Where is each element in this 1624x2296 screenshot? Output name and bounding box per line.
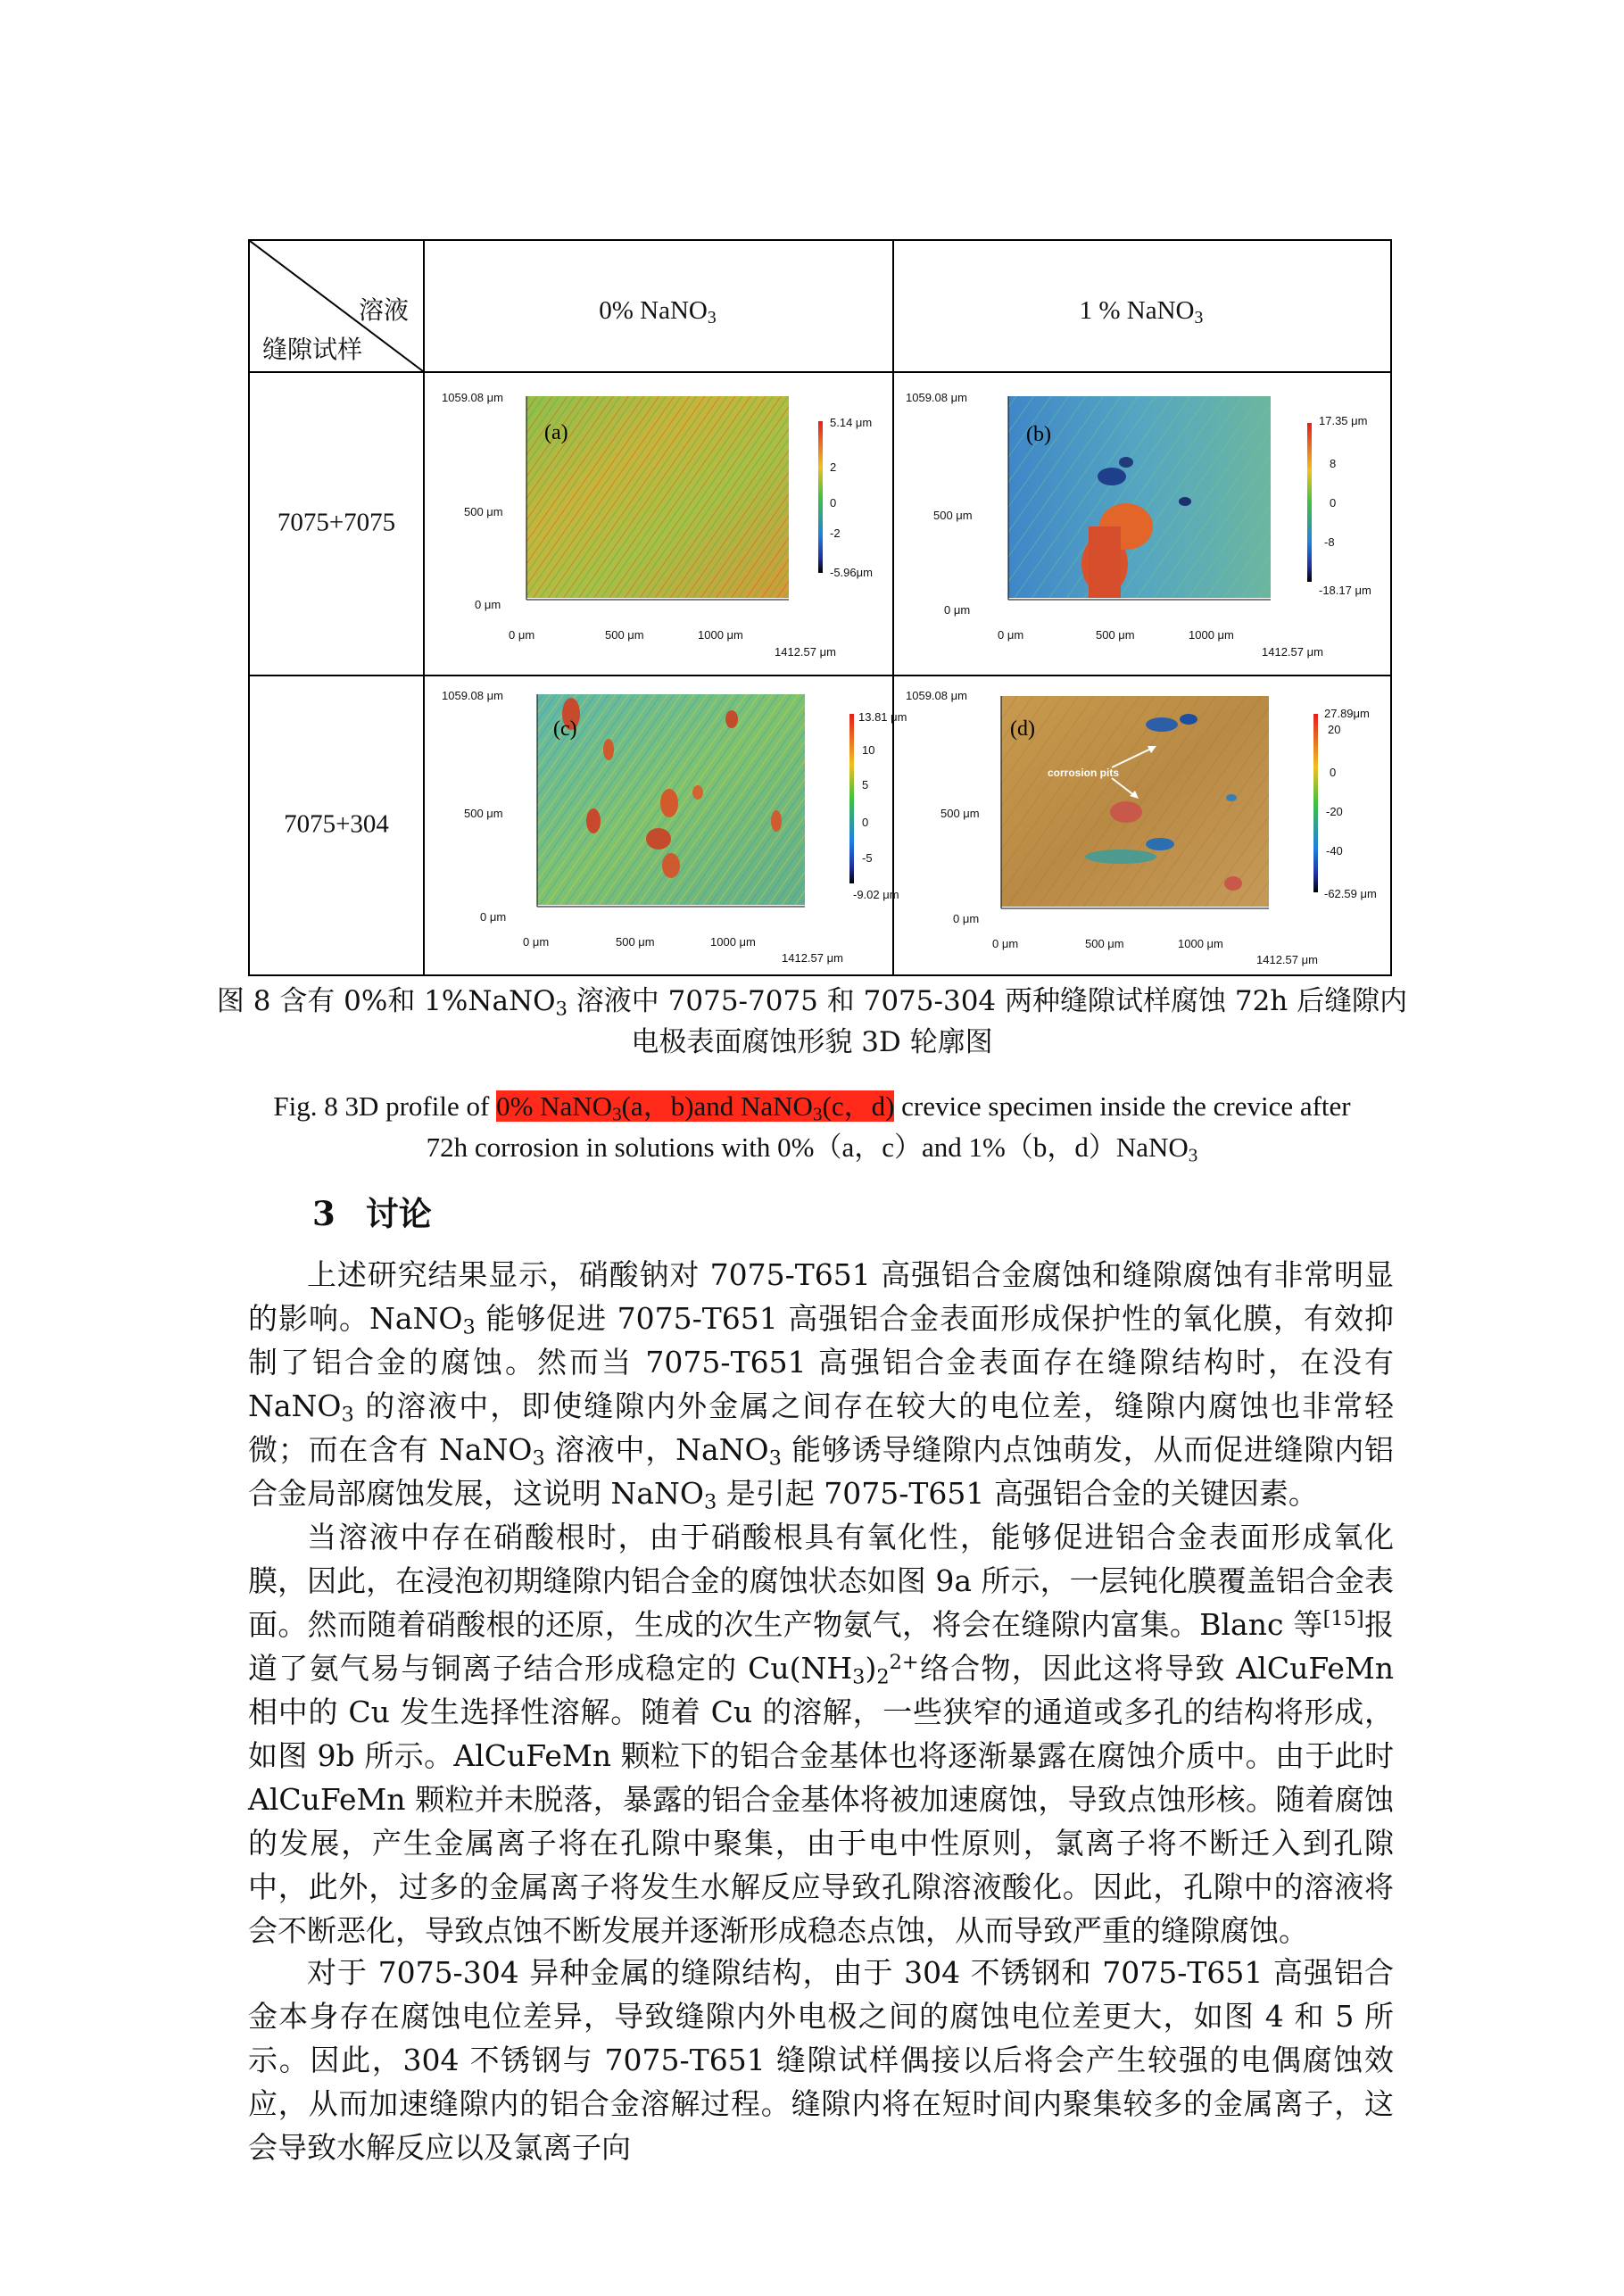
y-axis-zero-label: 0 μm [480,910,507,924]
y-axis-top-label: 1059.08 μm [906,689,967,702]
y-axis-zero-label: 0 μm [944,603,971,617]
scale-label: 0 [1330,496,1337,510]
header-1pct-nano3: 1 % NaNO$_3$ [1079,296,1204,327]
scale-label: 8 [1330,457,1337,470]
profile-panel-d [901,687,1401,973]
row-label-7075-7075: 7075+7075 [277,508,396,537]
x-axis-tick: 500 μm [1096,628,1135,642]
x-axis-max-label: 1412.57 μm [782,951,843,965]
x-axis-tick: 0 μm [509,628,535,642]
header-specimen: 缝隙试样 [262,335,363,364]
scale-label: -18.17 μm [1319,584,1371,597]
x-axis-tick: 500 μm [616,935,655,949]
y-axis-mid-label: 500 μm [933,509,973,522]
y-axis-mid-label: 500 μm [940,807,980,820]
figure-caption-cn-line2: 电极表面腐蚀形貌 3D 轮廓图 [631,1026,993,1058]
scale-label: 27.89μm [1324,707,1370,720]
x-axis-tick: 0 μm [998,628,1024,642]
scale-label: -5.96μm [830,566,873,579]
profile-panel-a [437,385,937,671]
scale-label: 0 [1330,766,1337,779]
y-axis-top-label: 1059.08 μm [442,689,503,702]
paragraph-2: 当溶液中存在硝酸根时，由于硝酸根具有氧化性，能够促进铝合金表面形成氧化膜，因此，在浸泡初期缝隙内铝合金的腐蚀状态如图 9a 所示，一层钝化膜覆盖铝合金表面。然而随着硝酸根的还原，生成的次生产物氨气，将会在缝隙内富集。Blanc 等[15]报道了氨气易与铜离子结合形成稳定的 $Cu(NH_3)_2^{2+}$络合物，因此这将导致 AlCuFeMn 相中的 Cu 发生选择性溶解。随着 Cu 的溶解，一些狭窄的通道或多孔的结构将形成，如图 9b 所示。AlCuFeMn 颗粒下的铝合金基体也将逐渐暴露在腐蚀介质中。由于此时 AlCuFeMn 颗粒并未脱落，暴露的铝合金基体将被加速腐蚀，导致点蚀形核。随着腐蚀的发展，产生金属离子将在孔隙中聚集，由于电中性原则，氯离子将不断迁入到孔隙中，此外，过多的金属离子将发生水解反应导致孔隙溶液酸化。因此，孔隙中的溶液将会不断恶化，导致点蚀不断发展并逐渐形成稳态点蚀，从而导致严重的缝隙腐蚀。 [248,1520,1394,1948]
scale-label: 0 [830,496,837,510]
profile-panel-b [901,385,1401,671]
x-axis-max-label: 1412.57 μm [1256,953,1318,966]
x-axis-tick: 1000 μm [698,628,743,642]
scale-label: 2 [830,460,837,474]
scale-label: -20 [1326,805,1343,818]
figure-caption-cn-line1: 图 8 含有 0%和 1%NaNO$_3$ 溶液中 7075-7075 和 7075-304 两种缝隙试样腐蚀 72h 后缝隙内 [216,985,1408,1020]
paragraph-3: 对于 7075-304 异种金属的缝隙结构，由于 304 不锈钢和 7075-T651 高强铝合金本身存在腐蚀电位差异，导致缝隙内外电极之间的腐蚀电位差更大，如图 4 和 5 所示。因此，304 不锈钢与 7075-T651 缝隙试样偶接以后将会产生较强的电偶腐蚀效应，从而加速缝隙内的铝合金溶解过程。缝隙内将在短时间内聚集较多的金属离子，这会导致水解反应以及氯离子向 [248,1955,1394,2165]
figure-caption-en-line1: Fig. 8 3D profile of 0% NaNO$_3$(a，b)and NaNO$_3$(c，d) crevice specimen inside the crevice after [273,1090,1351,1125]
panel-label: (b) [1026,423,1051,446]
x-axis-tick: 0 μm [992,937,1019,950]
highlighted-text: 0% NaNO$_3$(a，b)and NaNO$_3$(c，d) [496,1090,895,1125]
scale-label: 5 [862,778,869,792]
scale-label: 5.14 μm [830,416,873,429]
x-axis-max-label: 1412.57 μm [1262,645,1323,659]
x-axis-tick: 1000 μm [710,935,756,949]
scale-label: -8 [1324,535,1335,549]
color-scale-bar [1307,423,1312,582]
scale-label: -62.59 μm [1324,887,1377,900]
scale-label: 10 [862,743,875,757]
x-axis-tick: 500 μm [1085,937,1124,950]
y-axis-mid-label: 500 μm [464,505,503,518]
color-scale-bar [818,421,823,573]
profile-panel-c [437,687,937,973]
y-axis-mid-label: 500 μm [464,807,503,820]
figure-caption-en-line2: 72h corrosion in solutions with 0%（a，c）and 1%（b，d）NaNO$_3$ [426,1131,1198,1166]
section-heading: 3 讨论 [312,1194,432,1233]
panel-label: (a) [544,421,568,444]
scale-label: -5 [862,851,873,865]
table-divider [250,675,1390,676]
header-solution: 溶液 [359,295,410,325]
color-scale-bar [1313,714,1318,892]
x-axis-tick: 1000 μm [1178,937,1223,950]
scale-label: -9.02 μm [853,888,899,901]
y-axis-top-label: 1059.08 μm [442,391,503,404]
scale-label: -2 [830,526,841,540]
y-axis-zero-label: 0 μm [953,912,980,925]
x-axis-tick: 0 μm [523,935,550,949]
color-scale-bar [849,714,854,883]
row-label-7075-304: 7075+304 [284,809,389,839]
panel-label: (d) [1010,717,1035,741]
paragraph-1: 上述研究结果显示，硝酸钠对 7075-T651 高强铝合金腐蚀和缝隙腐蚀有非常明显的影响。NaNO$_3$ 能够促进 7075-T651 高强铝合金表面形成保护性的氧化膜，有效抑制了铝合金的腐蚀。然而当 7075-T651 高强铝合金表面存在缝隙结构时，在没有 NaNO$_3$ 的溶液中，即使缝隙内外金属之间存在较大的电位差，缝隙内腐蚀也非常轻微；而在含有 NaNO$_3$ 溶液中，NaNO$_3$ 能够诱导缝隙内点蚀萌发，从而促进缝隙内铝合金局部腐蚀发展，这说明 NaNO$_3$ 是引起 7075-T651 高强铝合金的关键因素。 [248,1257,1394,1514]
x-axis-tick: 500 μm [605,628,644,642]
panel-label: (c) [553,717,577,741]
x-axis-max-label: 1412.57 μm [775,645,836,659]
scale-label: -40 [1326,844,1343,858]
scale-label: 20 [1328,723,1341,736]
x-axis-tick: 1000 μm [1189,628,1234,642]
y-axis-zero-label: 0 μm [475,598,501,611]
header-0pct-nano3: 0% NaNO$_3$ [599,296,717,327]
scale-label: 0 [862,816,869,829]
scale-label: 17.35 μm [1319,414,1368,427]
scale-label: 13.81 μm [858,710,907,724]
y-axis-top-label: 1059.08 μm [906,391,967,404]
corrosion-pits-annotation: corrosion pits [1048,767,1120,779]
